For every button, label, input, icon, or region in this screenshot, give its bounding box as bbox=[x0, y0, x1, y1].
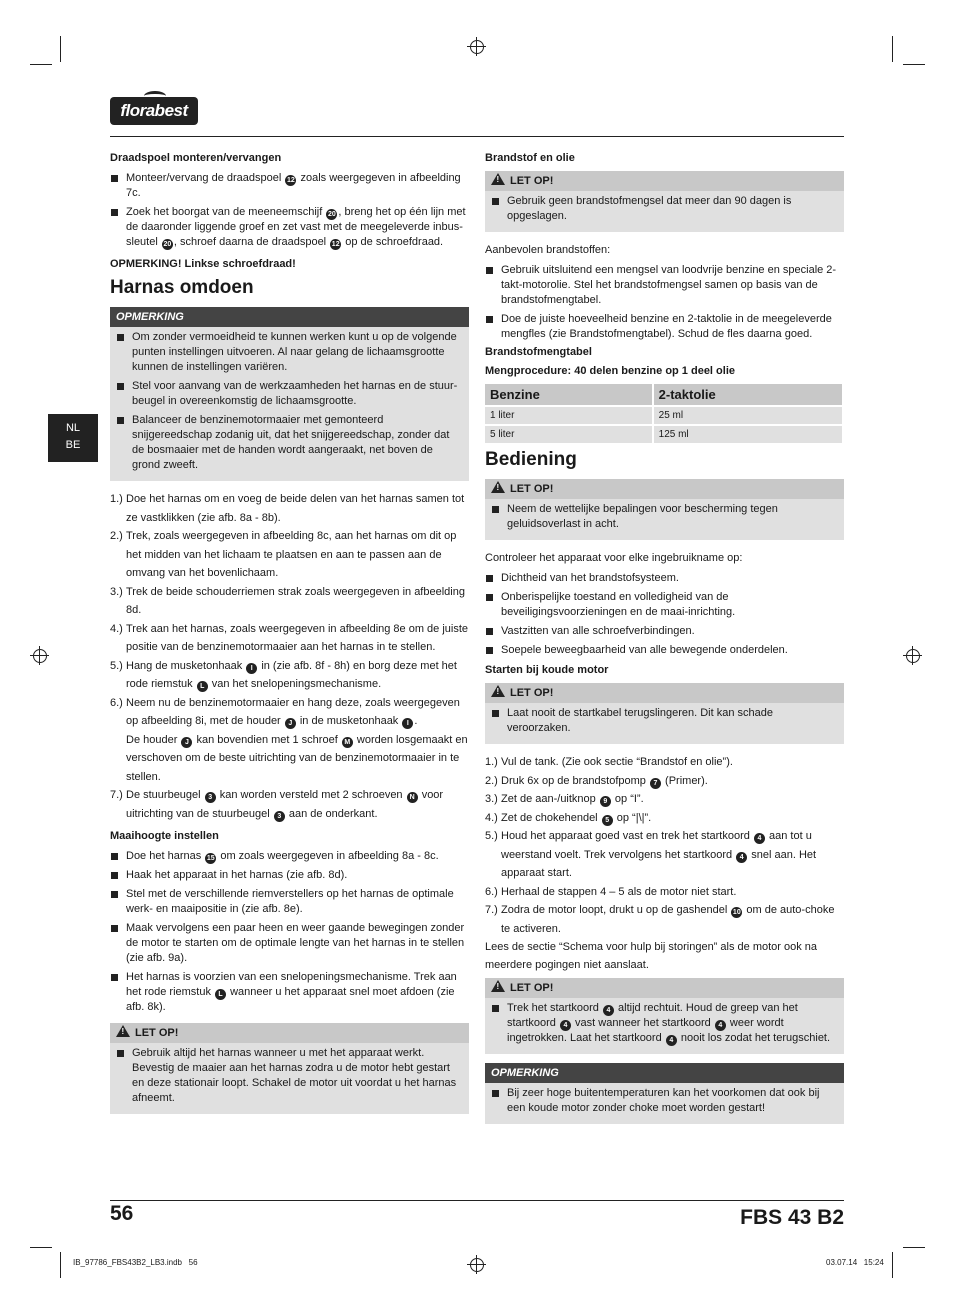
file-name: IB_97786_FBS43B2_LB3.indb 56 bbox=[73, 1258, 198, 1267]
warning-icon bbox=[491, 481, 505, 493]
warning-item: Neem de wettelijke bepalingen voor bescherming tegen geluidsoverlast in acht. bbox=[491, 502, 838, 532]
bullet-item: Onberispelijke toestand en volledigheid van de beveiligingsvoorzieningen en de maai-inrichting. bbox=[485, 590, 844, 620]
warning-box-header: !LET OP! bbox=[485, 479, 844, 499]
note-item: Balanceer de benzinemotormaaier met gemonteerd snijgereedschap zodanig uit, dat het snijgereedschap, zonder dat de bosmaaier met de handen wordt aangeraakt, net boven de grond zweeft. bbox=[116, 413, 463, 473]
warning-item: Gebruik geen brandstofmengsel dat meer dan 90 dagen is opgeslagen. bbox=[491, 194, 838, 224]
crop-mark bbox=[892, 1252, 893, 1278]
bullet-item: Monteer/vervang de draadspoel 12 zoals weergegeven in afbeelding 7c. bbox=[110, 171, 469, 201]
table-header-row bbox=[485, 384, 843, 406]
footer-rule bbox=[110, 1200, 844, 1201]
warning-box-header: !LET OP! bbox=[485, 978, 844, 998]
page-number: 56 bbox=[110, 1202, 134, 1225]
warning-box bbox=[485, 171, 844, 232]
bullet-item: Vastzitten van alle schroefverbindingen. bbox=[485, 624, 844, 639]
step-item: 1.) Doe het harnas om en voeg de beide delen van het harnas samen tot ze vastklikken (zie afb. 8a - 8b). bbox=[110, 493, 465, 524]
step-item: 1.) Vul de tank. (Zie ook sectie “Brandstof en olie”). bbox=[485, 756, 733, 768]
step-item: 2.) Trek, zoals weergegeven in afbeelding 8c, aan het harnas om dit op het midden van het lichaam te plaatsen en aan te passen aan de omvang van het bovenlichaam. bbox=[110, 530, 457, 579]
note-item: Stel voor aanvang van de werkzaamheden het harnas en de stuur-beugel in overeenkomstig de lichaamsgrootte. bbox=[116, 379, 463, 409]
note-text: OPMERKING! Linkse schroefdraad! bbox=[110, 258, 296, 270]
registration-mark-icon bbox=[906, 649, 920, 663]
section-title: Draadspoel monteren/vervangen bbox=[110, 152, 282, 164]
brand-logo: florabest bbox=[110, 97, 198, 125]
section-subtitle: Mengprocedure: 40 delen benzine op 1 deel olie bbox=[485, 365, 735, 377]
bullet-item: Haak het apparaat in het harnas (zie afb. 8d). bbox=[110, 868, 469, 883]
crop-mark bbox=[903, 1247, 925, 1248]
note-item: Om zonder vermoeidheid te kunnen werken kunt u op de volgende punten instellingen uitvoeren. Al naar gelang de lichaamsgrootte kunnen de instellingen variëren. bbox=[116, 330, 463, 375]
bullet-item: Het harnas is voorzien van een snelopeningsmechanisme. Trek aan het rode riemstuk L wanneer u het apparaat snel moet afdoen (zie afb. 8k). bbox=[110, 970, 469, 1015]
step-item: 7.) Zodra de motor loopt, drukt u op de gashendel 10 om de auto-choke te activeren. bbox=[485, 904, 835, 935]
table-row bbox=[485, 406, 843, 425]
section-title: Starten bij koude motor bbox=[485, 664, 609, 676]
registration-mark-icon bbox=[470, 40, 484, 54]
paragraph: Aanbevolen brandstoffen: bbox=[485, 244, 611, 256]
section-title: Maaihoogte instellen bbox=[110, 830, 219, 842]
heading-bediening: Bediening bbox=[485, 449, 577, 470]
fuel-mix-table bbox=[485, 384, 844, 443]
warning-icon bbox=[491, 173, 505, 185]
warning-icon bbox=[491, 980, 505, 992]
note-box-header: OPMERKING bbox=[110, 307, 469, 327]
note-box bbox=[110, 307, 469, 481]
warning-box bbox=[110, 1023, 469, 1114]
section-title: Brandstof en olie bbox=[485, 152, 575, 164]
step-item: 2.) Druk 6x op de brandstofpomp 7 (Primer). bbox=[485, 774, 708, 787]
model-name: FBS 43 B2 bbox=[740, 1206, 844, 1229]
step-item: 5.) Hang de musketonhaak I in (zie afb. 8f - 8h) en borg deze met het rode riemstuk L van het snelopeningsmechanisme. bbox=[110, 659, 457, 690]
bullet-item: Stel met de verschillende riemverstellers op het harnas de optimale werk- en maaipositie in (zie afb. 8e). bbox=[110, 887, 469, 917]
bullet-item: Zoek het boorgat van de meeneemschijf 20 , breng het op één lijn met de daaronder liggende groef en zet vast met de meegeleverde inbus-sleutel 20 , schroef daarna de draadspoel 12 op de schroefdraad. bbox=[110, 205, 469, 250]
table-cell: 25 ml bbox=[653, 406, 843, 425]
step-item: 7.) De stuurbeugel 3 kan worden versteld met 2 schroeven N voor uitrichting van de stuurbeugel 3 aan de onderkant. bbox=[110, 789, 444, 820]
step-item: 6.) Herhaal de stappen 4 – 5 als de motor niet start. bbox=[485, 885, 737, 898]
warning-box bbox=[485, 978, 844, 1054]
warning-item: Laat nooit de startkabel terugslingeren. Dit kan schade veroorzaken. bbox=[491, 706, 838, 736]
bullet-item: Doe het harnas 15 om zoals weergegeven in afbeelding 8a - 8c. bbox=[110, 849, 469, 864]
choke-symbol-icon: |\| bbox=[635, 811, 645, 824]
crop-mark bbox=[892, 36, 893, 62]
left-column bbox=[110, 152, 469, 1123]
crop-mark bbox=[30, 64, 52, 65]
step-item: 6.) Neem nu de benzinemotormaaier en hang deze, zoals weergegeven op afbeelding 8i, met de houder J in de musketonhaak I . De houder J kan bovendien met 1 schroef M worden losgemaakt en verschoven om de beste uitrichting van de benzinemotormaaier in te stellen. bbox=[110, 696, 468, 783]
bullet-item: Soepele beweegbaarheid van alle bewegende onderdelen. bbox=[485, 643, 844, 658]
step-item: 3.) Trek de beide schouderriemen strak zoals weergegeven in afbeelding 8d. bbox=[110, 585, 465, 616]
country-code: BE bbox=[65, 439, 81, 451]
registration-mark-icon bbox=[33, 649, 47, 663]
crop-mark bbox=[30, 1247, 52, 1248]
warning-box-header: !LET OP! bbox=[110, 1023, 469, 1043]
table-cell: 1 liter bbox=[485, 406, 653, 425]
table-cell: 125 ml bbox=[653, 425, 843, 443]
note-item: Bij zeer hoge buitentemperaturen kan het voorkomen dat ook bij een koude motor zonder choke moet worden gestart! bbox=[491, 1086, 838, 1116]
note-box bbox=[485, 1063, 844, 1124]
bullet-item: Gebruik uitsluitend een mengsel van loodvrije benzine en speciale 2-takt-motorolie. Stel het brandstofmengsel samen op basis van de brandstofmengtabel. bbox=[485, 263, 844, 308]
bullet-item: Maak vervolgens een paar heen en weer gaande bewegingen zonder de motor te starten om de optimale lengte van het harnas in te stellen (zie afb. 9a). bbox=[110, 921, 469, 966]
warning-icon bbox=[116, 1025, 130, 1037]
warning-item: Trek het startkoord 4 altijd rechtuit. Houd de greep van het startkoord 4 vast wanneer het startkoord 4 weer wordt ingetrokken. Laat het startkoord 4 nooit los zodat het terugschiet. bbox=[491, 1001, 838, 1046]
column-header: Benzine bbox=[485, 384, 653, 406]
note-box-header: OPMERKING bbox=[485, 1063, 844, 1083]
language-tab bbox=[48, 414, 98, 462]
warning-icon bbox=[491, 685, 505, 697]
warning-box bbox=[485, 479, 844, 540]
step-item: 5.) Houd het apparaat goed vast en trek het startkoord 4 aan tot u weerstand voelt. Trek vervolgens het startkoord 4 snel aan. Het apparaat start. bbox=[485, 830, 817, 879]
header-rule bbox=[110, 136, 844, 137]
registration-mark-icon bbox=[470, 1258, 484, 1272]
crop-mark bbox=[903, 64, 925, 65]
table-cell: 5 liter bbox=[485, 425, 653, 443]
print-date: 03.07.14 15:24 bbox=[826, 1258, 884, 1267]
heading-harnas: Harnas omdoen bbox=[110, 277, 254, 298]
section-title: Brandstofmengtabel bbox=[485, 346, 592, 358]
language-code: NL bbox=[65, 422, 81, 434]
step-item: 4.) Trek aan het harnas, zoals weergegeven in afbeelding 8e om de juiste positie van de benzinemotormaaier aan het harnas in te stellen. bbox=[110, 622, 469, 653]
warning-box bbox=[485, 683, 844, 744]
table-row bbox=[485, 425, 843, 443]
paragraph: Lees de sectie “Schema voor hulp bij storingen” als de motor ook na meerdere pogingen niet aanslaat. bbox=[485, 941, 818, 971]
crop-mark bbox=[60, 36, 61, 62]
crop-mark bbox=[60, 1252, 61, 1278]
warning-item: Gebruik altijd het harnas wanneer u met het apparaat werkt. Bevestig de maaier aan het harnas zodra u de motor hebt gestart en deze stationair loopt. Schakel de motor uit voordat u het harnas afneemt. bbox=[116, 1046, 463, 1106]
right-column bbox=[485, 152, 844, 1133]
step-item: 3.) Zet de aan-/uitknop 9 op “I”. bbox=[485, 793, 644, 805]
warning-box-header: !LET OP! bbox=[485, 171, 844, 191]
warning-box-header: !LET OP! bbox=[485, 683, 844, 703]
paragraph: Controleer het apparaat voor elke ingebruikname op: bbox=[485, 552, 743, 564]
column-header: 2-taktolie bbox=[653, 384, 843, 406]
step-item: 4.) Zet de chokehendel 5 op “|\|”. bbox=[485, 811, 652, 824]
bullet-item: Dichtheid van het brandstofsysteem. bbox=[485, 571, 844, 586]
bullet-item: Doe de juiste hoeveelheid benzine en 2-taktolie in de meegeleverde mengfles (zie Brandstofmengtabel). Schud de fles daarna goed. bbox=[485, 312, 844, 342]
